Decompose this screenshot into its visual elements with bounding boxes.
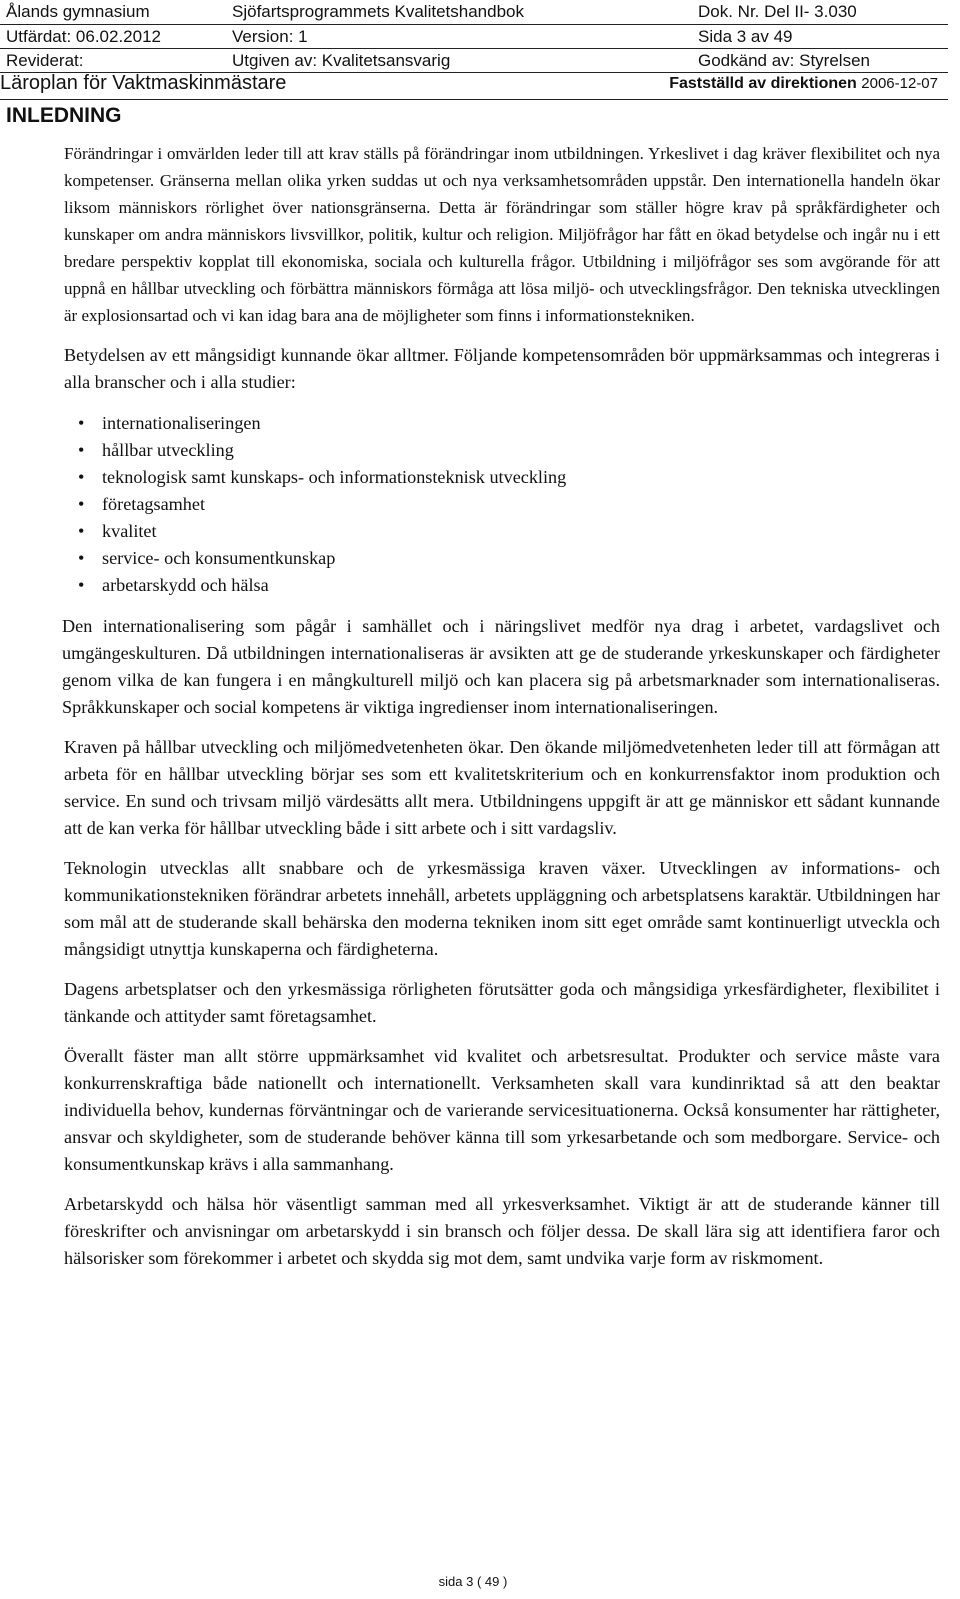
established-by-label: Fastställd av direktionen [669,75,857,92]
published-by: Utgiven av: Kvalitetsansvarig [232,51,451,70]
paragraph: Den internationalisering som pågår i samhället och i näringslivet medför nya drag i arbetet, vardagslivet och umgängeskulturen. Då utbildningen internationaliseras är avsikten att ge de studerande yrkeskunskaper och färdigheter genom vilka de kan fungera i en mångkulturell miljö och kan placera sig på arbetsmarknader som internationaliseras. Språkkunskaper och social kompetens är viktiga ingredienser inom internationaliseringen. [62,616,940,717]
paragraph: Teknologin utvecklas allt snabbare och de yrkesmässiga kraven växer. Utvecklingen av informations- och kommunikationstekniken förändrar arbetets innehåll, arbetets uppläggning och arbetsplatsens karaktär. Utbildningen har som mål att de studerande skall behärska den moderna tekniken inom sitt eget område samt kontinuerligt utveckla och mångsidigt utnyttja kunskaperna och färdigheterna. [64,858,940,959]
revised-label: Reviderat: [6,51,84,70]
curriculum-row [0,72,960,98]
version: Version: 1 [232,27,308,46]
paragraph: Överallt fäster man allt större uppmärksamhet vid kvalitet och arbetsresultat. Produkter och service måste vara konkurrenskraftiga både nationellt och internationellt. Verksamheten skall vara kundinriktad så att den beaktar individuella behov, kundernas förväntningar och de varierande servicesituationerna. Också konsumenter har rättigheter, ansvar och skyldigheter, som de studerande behöver känna till som yrkesarbetande och som medborgare. Service- och konsumentkunskap krävs i alla sammanhang. [64,1046,940,1174]
issued-date: Utfärdat: 06.02.2012 [6,27,162,46]
section-heading: INLEDNING [6,104,122,127]
handbook-title: Sjöfartsprogrammets Kvalitetshandbok [232,2,524,21]
paragraph: Betydelsen av ett mångsidigt kunnande ökar alltmer. Följande kompetensområden bör uppmärksammas och integreras i alla branscher och i alla studier: [64,345,940,392]
competence-list [64,410,940,599]
school-name: Ålands gymnasium [6,2,150,21]
paragraph: Kraven på hållbar utveckling och miljömedvetenheten ökar. Den ökande miljömedvetenheten leder till att förmågan att arbeta för en hållbar utveckling börjar ses som ett kvalitetskriterium och en konkurrensfaktor inom produktion och service. En sund och trivsam miljö värdesätts allt mera. Utbildningens uppgift är att ge människor ett sådant kunnande att de kan verka för hållbar utveckling både i sitt arbete och i sitt vardagsliv. [64,737,940,838]
header-row-3 [0,49,960,72]
list-item: • hållbar utveckling [102,437,940,464]
established-date: 2006-12-07 [861,75,938,92]
list-item: • kvalitet [102,518,940,545]
list-item: • arbetarskydd och hälsa [102,572,940,599]
list-item: • teknologisk samt kunskaps- och informationsteknisk utveckling [102,464,940,491]
paragraph: Förändringar i omvärlden leder till att krav ställs på förändringar inom utbildningen. Yrkeslivet i dag kräver flexibilitet och nya kompetenser. Gränserna mellan olika yrken suddas ut och nya verksamhetsområden uppstår. Den internationella handeln ökar liksom människors rörlighet över nationsgränserna. Detta är förändringar som ställer högre krav på språkfärdigheter och kunskaper om andra människors livsvillkor, politik, kultur och religion. Miljöfrågor har fått en ökad betydelse och ingår nu i ett bredare perspektiv kopplat till ekonomiska, sociala och kulturella frågor. Utbildning i miljöfrågor ses som avgörande för att uppnå en hållbar utveckling och förbättra människors förmåga att lösa miljö- och utvecklingsfrågor. Den tekniska utvecklingen är explosionsartad och vi kan idag bara ana de möjligheter som finns i informationstekniken. [64,144,940,325]
approved-by: Godkänd av: Styrelsen [698,51,870,70]
list-item: • service- och konsumentkunskap [102,545,940,572]
page-footer: sida 3 ( 49 ) [438,1574,508,1589]
curriculum-title: Läroplan för Vaktmaskinmästare [0,72,287,94]
header-row-1 [0,0,960,23]
header-row-2 [0,25,960,48]
list-item: • internationaliseringen [102,410,940,437]
list-item: • företagsamhet [102,491,940,518]
header-divider [0,99,948,100]
document-number: Dok. Nr. Del II- 3.030 [698,2,857,21]
document-body [64,140,940,1285]
paragraph: Arbetarskydd och hälsa hör väsentligt samman med all yrkesverksamhet. Viktigt är att de studerande känner till föreskrifter och anvisningar om arbetarskydd i sin bransch och följer dessa. De skall lära sig att identifiera faror och hälsorisker som förekommer i arbetet och skydda sig mot dem, samt undvika varje form av riskmoment. [64,1194,940,1268]
paragraph: Dagens arbetsplatser och den yrkesmässiga rörligheten förutsätter goda och mångsidiga yrkesfärdigheter, flexibilitet i tänkande och attityder samt företagsamhet. [64,979,940,1026]
established-by [669,75,938,93]
page-count: Sida 3 av 49 [698,27,793,46]
